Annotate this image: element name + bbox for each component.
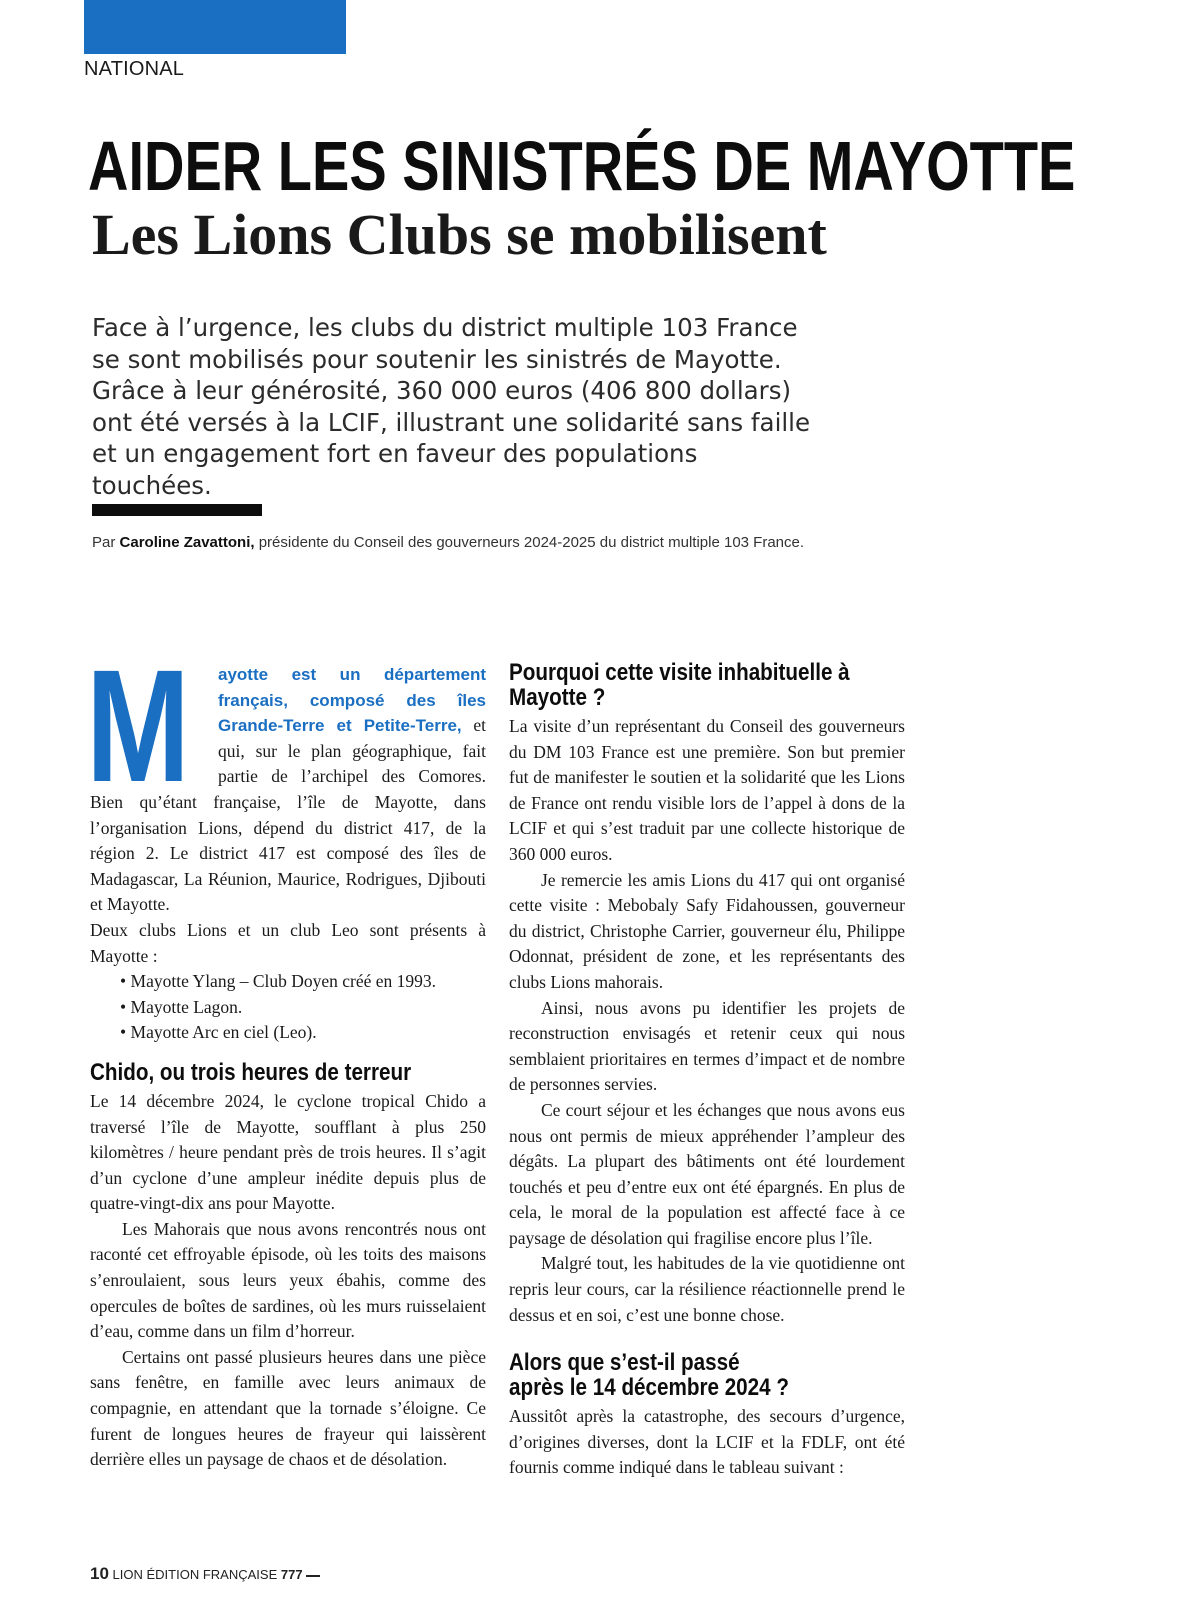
footer-dash <box>306 1575 320 1577</box>
column-left <box>86 636 486 1473</box>
paragraph: Je remercie les amis Lions du 417 qui ont organisé cette visite : Mebobaly Safy Fidahoussen, gouverneur du district, Christophe Carrier, gouverneur élu, Philippe Odonnat, président de zone, et les représentants des clubs Lions mahorais. <box>509 869 905 992</box>
publication-name: LION ÉDITION FRANÇAISE <box>112 1567 278 1582</box>
paragraph: La visite d’un représentant du Conseil des gouverneurs du DM 103 France est une première. Son but premier fut de manifester le soutien et la solidarité que les Lions de France ont rendu visible lors de l’appel à dons de la LCIF et qui s’est traduit par une collecte historique de 360 000 euros. <box>509 716 905 864</box>
byline-prefix: Par <box>92 534 120 551</box>
page-number: 10 <box>90 1564 109 1583</box>
article-lead: Face à l’urgence, les clubs du district multiple 103 France se sont mobilisés pour soutenir les sinistrés de Mayotte. Grâce à leur générosité, 360 000 euros (406 800 dollars) ont été versés à la LCIF, illustrant une solidarité sans faille et un engagement fort en faveur des populations touchées. <box>92 313 811 500</box>
intro-highlight: ayotte est un département français, composé des îles Grande-Terre et Petite-Terre, <box>218 665 486 736</box>
clubs-intro: Deux clubs Lions et un club Leo sont présents à Mayotte : <box>90 919 486 966</box>
byline-author: Caroline Zavattoni, <box>119 534 255 551</box>
paragraph: Ainsi, nous avons pu identifier les projets de reconstruction envisagés et retenir ceux qui nous semblaient prioritaires en termes d’impact et de nombre de personnes servies. <box>509 997 905 1095</box>
paragraph: Aussitôt après la catastrophe, des secours d’urgence, d’origines diverses, dont la LCIF et la FDLF, ont été fournis comme indiqué dans le tableau suivant : <box>509 1406 905 1478</box>
list-item: • Mayotte Arc en ciel (Leo). <box>120 1020 486 1046</box>
header-accent-bar <box>84 0 346 54</box>
intro-paragraph <box>86 636 486 918</box>
column-right <box>509 660 905 1481</box>
paragraph: Ce court séjour et les échanges que nous avons eus nous ont permis de mieux appréhender l’ampleur des dégâts. La plupart des bâtiments ont été lourdement touchés et peu d’entre eux ont été épargnés. En plus de cela, le moral de la population est affecté face à ce paysage de désolation qui fragilise encore plus l’île. <box>509 1099 905 1248</box>
dropcap: M <box>86 636 190 815</box>
issue-number: 777 <box>280 1567 303 1582</box>
heading-chido: Chido, ou trois heures de terreur <box>90 1058 412 1086</box>
paragraph: Le 14 décembre 2024, le cyclone tropical Chido a traversé l’île de Mayotte, soufflant à plus 250 kilomètres / heure pendant près de trois heures. Il s’agit d’un cyclone d’une ampleur inédite depuis plus de quatre-vingt-dix ans pour Mayotte. <box>90 1090 486 1214</box>
intro-text: et qui, sur le plan géographique, fait partie de l’archipel des Comores. Bien qu’étant française, l’île de Mayotte, dans l’organisation Lions, dépend du district 417, de la région 2. Le district 417 est composé des îles de Madagascar, La Réunion, Maurice, Rodrigues, Djibouti et Mayotte. <box>90 715 486 915</box>
article-subtitle: Les Lions Clubs se mobilisent <box>92 202 827 267</box>
paragraph: Les Mahorais que nous avons rencontrés nous ont raconté cet effroyable épisode, où les toits des maisons s’enroulaient, sous leurs yeux ébahis, comme des opercules de boîtes de sardines, où les murs ruisselaient d’eau, comme dans un film d’horreur. <box>90 1218 486 1342</box>
heading-apres-line1: Alors que s’est-il passé <box>509 1349 740 1377</box>
heading-apres <box>509 1350 850 1400</box>
byline-divider <box>92 504 262 516</box>
page-footer <box>90 1564 320 1584</box>
byline-role: présidente du Conseil des gouverneurs 2024-2025 du district multiple 103 France. <box>254 534 805 551</box>
byline <box>92 534 804 551</box>
paragraph: Certains ont passé plusieurs heures dans une pièce sans fenêtre, en famille avec leurs animaux de compagnie, en attendant que la tornade s’éloigne. Ce furent de longues heures de frayeur qui laissèrent derrière elles un paysage de chaos et de désolation. <box>90 1346 486 1470</box>
section-label: NATIONAL <box>84 58 185 80</box>
paragraph: Malgré tout, les habitudes de la vie quotidienne ont repris leur cours, car la résilience réactionnelle prend le dessus et en soi, c’est une bonne chose. <box>509 1253 905 1325</box>
heading-visite: Pourquoi cette visite inhabituelle à Mayotte ? <box>509 659 850 711</box>
clubs-list <box>90 969 486 1046</box>
article-title: AIDER LES SINISTRÉS DE MAYOTTE <box>88 127 1076 205</box>
list-item: • Mayotte Ylang – Club Doyen créé en 1993. <box>120 969 486 995</box>
heading-apres-line2: après le 14 décembre 2024 ? <box>509 1374 789 1402</box>
list-item: • Mayotte Lagon. <box>120 995 486 1021</box>
